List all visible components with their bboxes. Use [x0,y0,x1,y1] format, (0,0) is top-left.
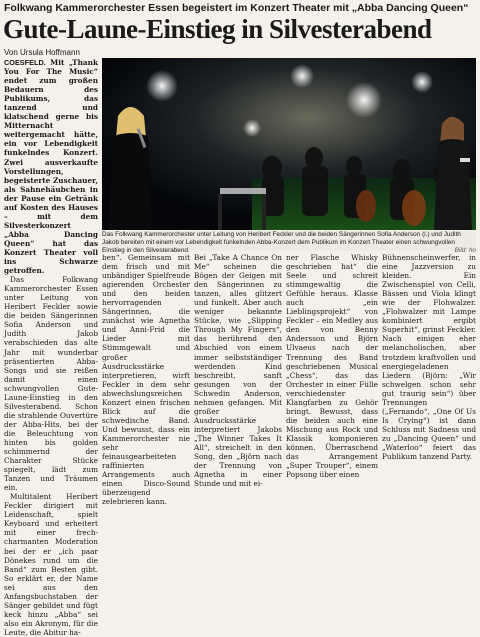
lead-paragraph: Mit „Thank You For The Music“ endet zum großen Bedauern des Publikums, das tanzend und klatschend gerne bis Mitternacht weitergemacht hätte, ein vor Lebendigkeit funkelndes Konzert. Zwei ausverkaufte Vorstellungen, begeisterte Zuschauer, als Sahnehäubchen in der Pause ein Getränk auf Kosten des Hauses – mit dem Silvesterkonzert „Abba Dancing Queen“ hat das Konzert Theater voll ins Schwarze getroffen. [4,58,98,276]
article-column-4 [286,253,378,480]
caption-text: Das Folkwang Kammerorchester unter Leitung von Heribert Feckler und die beiden Sängerinnen Sofia Anderson (l.) und Judith Jakob bereiten mit einem vor Lebendigkeit funkelnden Abba-Konzert dem Publikum im Konzert Theater einen schwungvollen Einstieg in den Silvesterabend. [102,231,461,254]
article-column-3 [194,253,282,489]
body-paragraph: Bei „Take A Chance On Me“ scheinen die Bögen der Geigen mit den Sängerinnen zu tanzen, alles glitzert und funkelt. Aber auch weniger bekannte Stücke, wie „Slipping Through My Fingers“, das berührend den Abschied von einem immer selbstständiger werdenden Kind beschreibt, sanft gesungen von der Schwedin Anderson, nehmen gefangen. Mit großer Ausdrucksstärke interpretiert Jakobs „The Winner Takes It All“, streichelt in den Song, den „Björn nach der Trennung von Agnetha in einer Stunde und mit ei- [194,253,282,489]
body-paragraph: Multitalent Heribert Feckler dirigiert mit Leidenschaft, spielt Keyboard und erheitert mit einer frech-charmanten Moderation bei der er „ich paar Dönekes rund um die Band“ zum Besten gibt. So erklärt er, der Name sei aus den Anfangsbuchstaben der Sänger gebildet und fügt keck hinzu „Abba“ sei also ein Akronym, für die Leute, die Abitur ha- [4,492,98,637]
photo-credit: Bild: ho [454,247,476,254]
body-paragraph: ben“. Gemeinsam mit dem frisch und mit unbändiger Spielfreude agierenden Orchester und den beiden hervorragenden Sängerinnen, die zunächst wie Agnetha und Anni-Frid die Lieder mit Stimmgewalt und großer Ausdrucksstärke interpretieren, wirft Feckler in dem sehr abwechslungsreichen Konzert einen frischen Blick auf die schwedische Band. Und bewusst, dass ein Kammerorchester nie sehr feinausgearbeiteten raffinierten Arrangements auch einen Disco-Sound überzeugend zelebrieren kann. [102,253,190,507]
article-column-1 [4,58,98,637]
photo-caption [102,231,476,254]
article-column-5 [382,253,476,462]
concert-stage-illustration [102,58,476,230]
article-kicker: Folkwang Kammerorchester Essen begeistert im Konzert Theater mit „Abba Dancing Queen“ [4,2,469,14]
body-paragraph: ner Flasche Whisky geschrieben hat“ die Seele und schreit stimmgewaltig die Gefühle heraus. Klasse auch „ein Lieblingsprojekt“ von Feckler – ein Medley aus den von Benny Andersson und Björn Ulvaeus nach der Trennung des Band geschriebenen Musical „Chess“, das das Orchester in einer Fülle verschiedenster Klangfarben zu Gehör bringt. Bewusst, dass die beiden auch eine Mischung aus Rock und Klassik komponieren können. Überraschend das Arrangement „Super Trouper“, einem Popsong über einen [286,253,378,480]
article-byline: Von Ursula Hoffmann [4,48,80,57]
body-paragraph: Das Folkwang Kammerorchester Essen unter Leitung von Heribert Feckler sowie die beiden Sängerinnen Sofia Anderson und Judith Jakob verabschieden das alte Jahr mit wunderbar präsentierten Abba-Songs und sie reißen damit einen schwungvollen Gute-Laune-Einstieg in den Silvesterabend. Schon die strahlende Ouvertüre der Abba-Hits, bei der die Beleuchtung von hinten bis golden schimmernd der Charakter Stücke spiegelt, lädt zum Tanzen und Träumen ein. [4,275,98,493]
article-headline: Gute-Laune-Einstieg in Silvesterabend [3,14,432,44]
article-column-2 [102,253,190,507]
dateline: COESFELD. [4,58,46,67]
body-paragraph: Bühnenscheinwerfer, in eine Jazzversion zu kleiden. Ein Zwischenspiel von Celli, Bässen und Viola klingt wie der Flohwalzer. „Flohwalzer mit Lampe kombiniert ergibt Superhit“, grinst Feckler. Nach einigen eher melancholischen, aber trotzdem kraftvollen und energiegeladenen Liedern (Björn: „Wir schwelgen schon sehr gut traurig sein“) über Trennungen („Fernando“, „One Of Us Is Crying“) ist dann Schluss mit Sadness und zu „Dancing Queen“ und „Waterloo“ feiert das Publikum tanzend Party. [382,253,476,462]
concert-photo [102,58,476,230]
